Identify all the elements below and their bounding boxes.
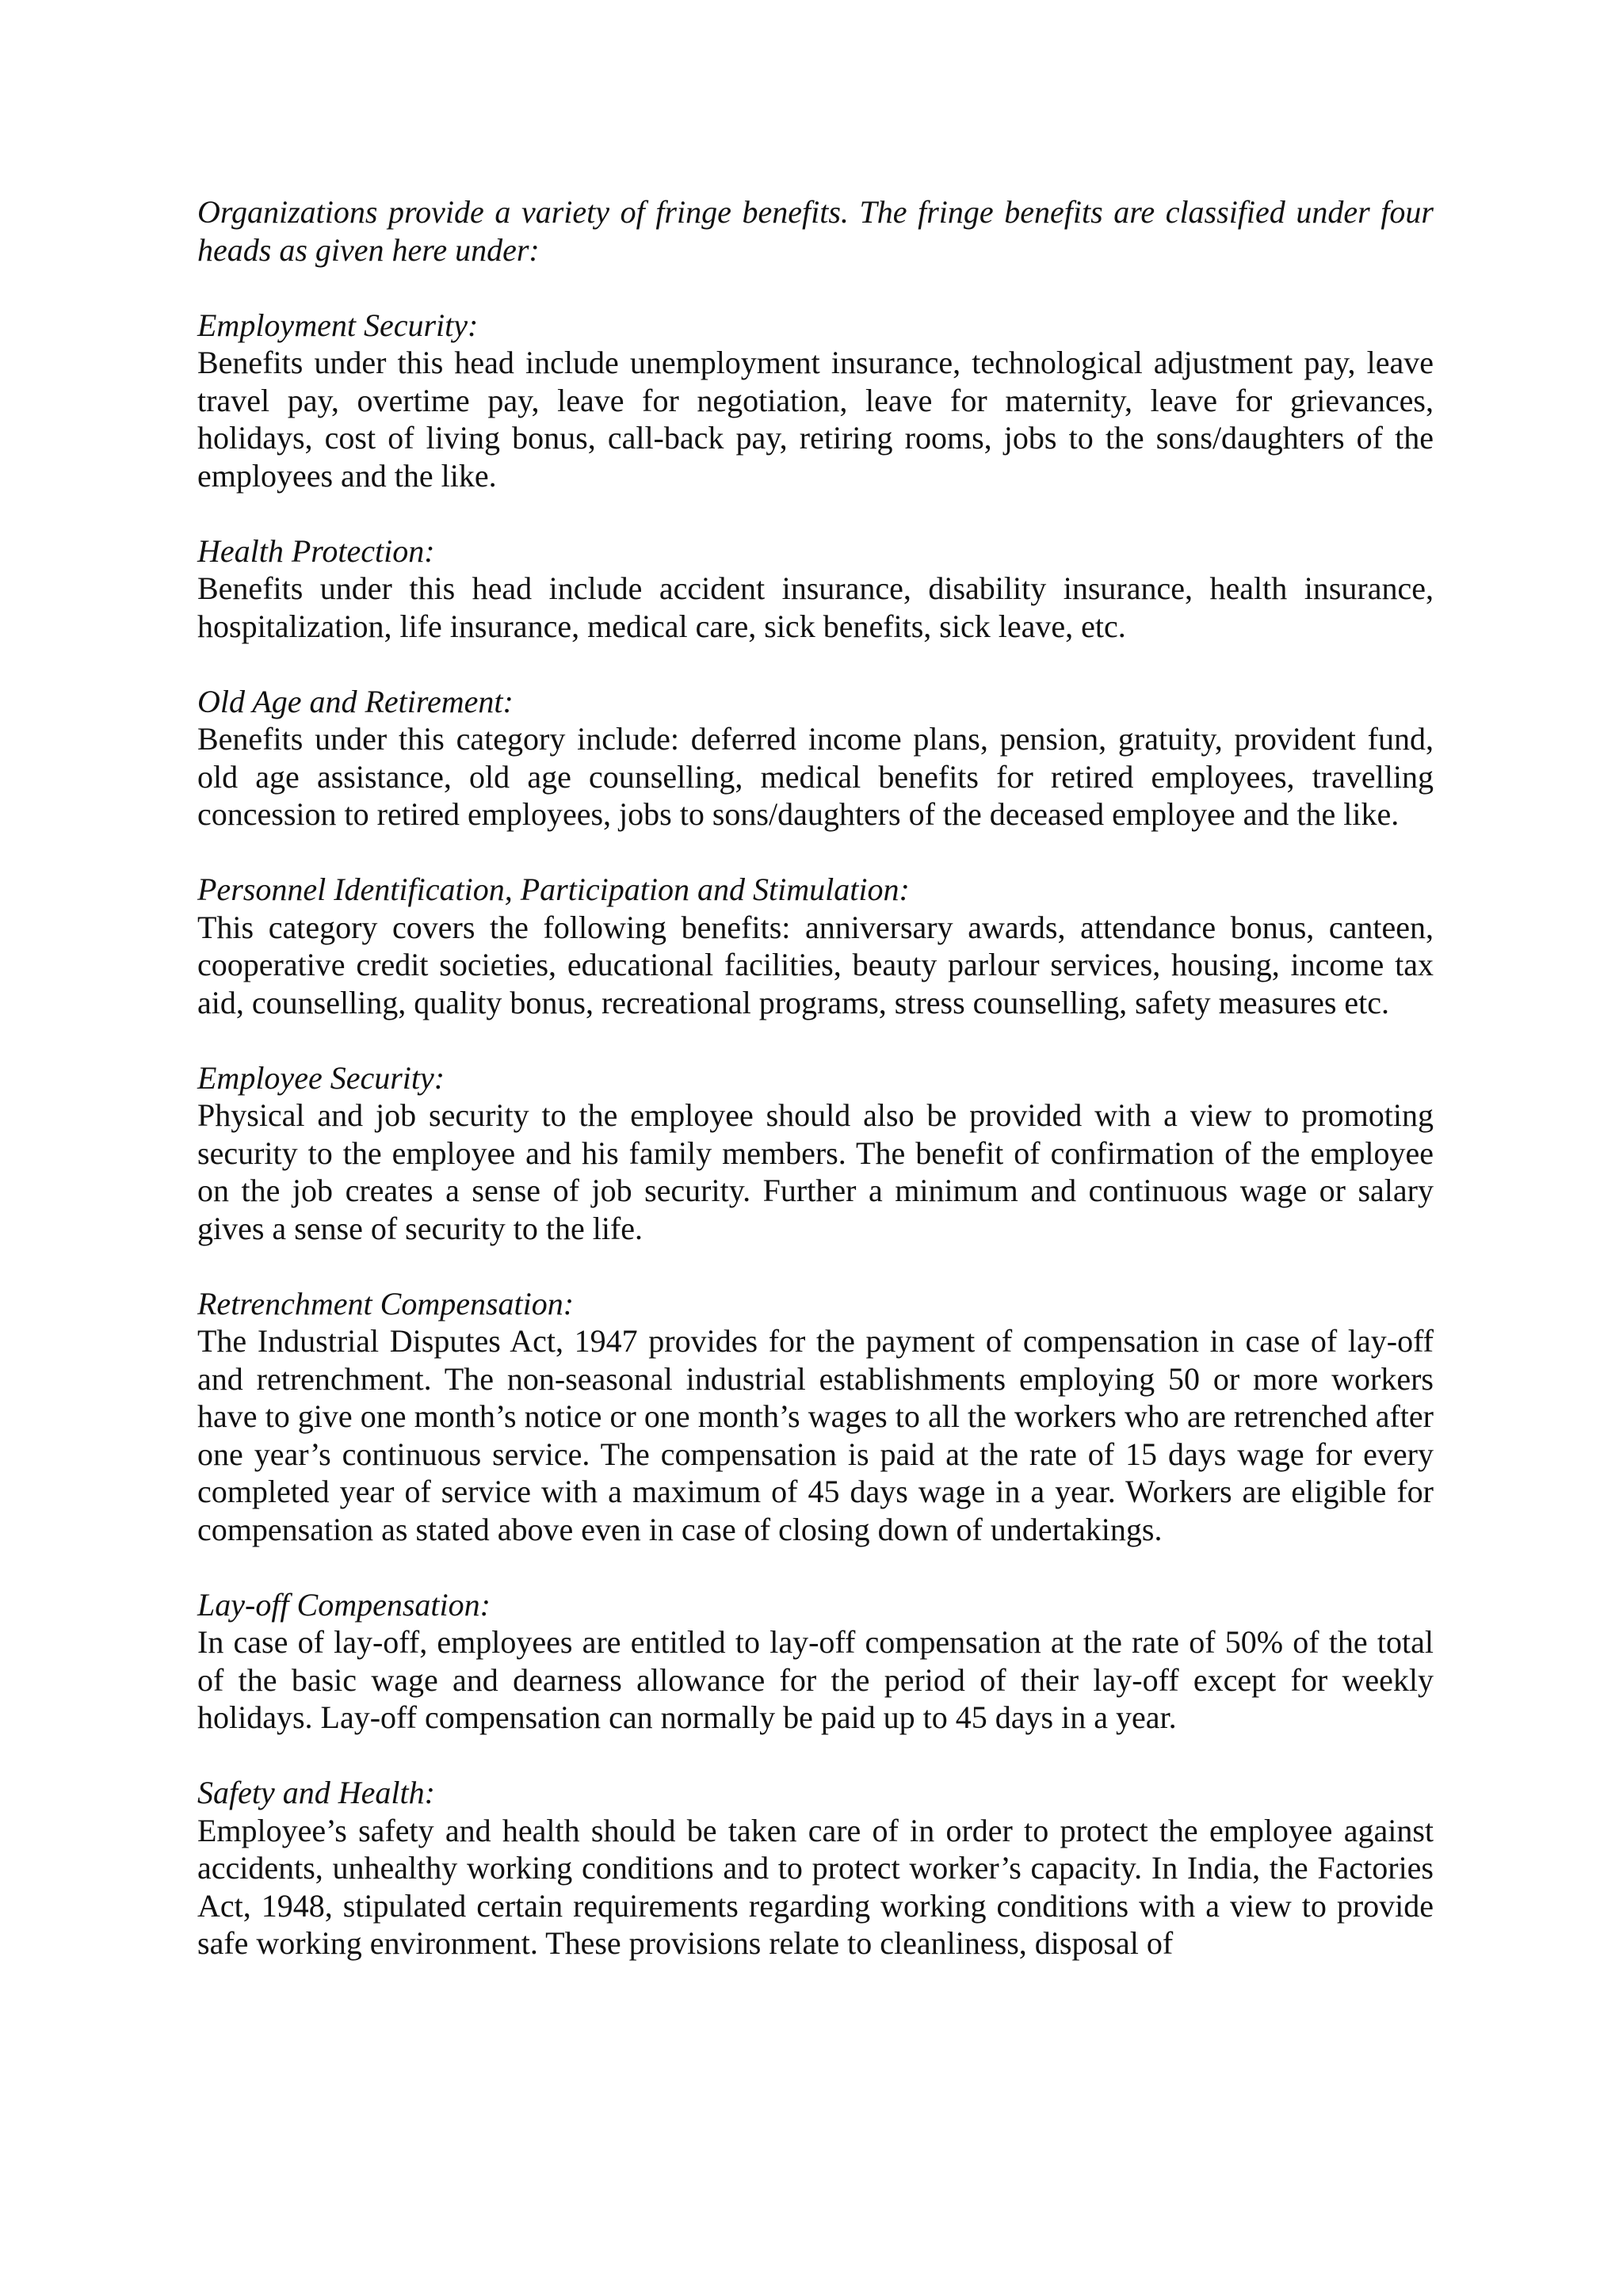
- document-page: [197, 193, 1434, 2000]
- section-employment-security: [197, 307, 1434, 495]
- section-heading: Retrenchment Compensation:: [197, 1285, 575, 1322]
- section-personnel-identification: [197, 871, 1434, 1021]
- section-body: Benefits under this head include accident insurance, disability insurance, health insurance, hospitalization, life insurance, medical care, sick benefits, sick leave, etc.: [197, 570, 1434, 644]
- section-heading: Employment Security:: [197, 307, 479, 343]
- section-health-protection: [197, 532, 1434, 646]
- intro-paragraph: Organizations provide a variety of fringe benefits. The fringe benefits are classified under four heads as given here under:: [197, 194, 1434, 268]
- section-heading: Health Protection:: [197, 532, 435, 569]
- section-employee-security: [197, 1059, 1434, 1248]
- section-heading: Employee Security:: [197, 1059, 445, 1096]
- section-old-age-retirement: [197, 683, 1434, 833]
- section-body: Employee’s safety and health should be taken care of in order to protect the employee against accidents, unhealthy working conditions and to protect worker’s capacity. In India, the Factories Act, 1948, stipulated certain requirements regarding working conditions with a view to provide safe working environment. These provisions relate to cleanliness, disposal of: [197, 1812, 1434, 1961]
- section-body: This category covers the following benefits: anniversary awards, attendance bonus, canteen, cooperative credit societies, educational facilities, beauty parlour services, housing, income tax aid, counselling, quality bonus, recreational programs, stress counselling, safety measures etc.: [197, 909, 1434, 1020]
- section-heading: Safety and Health:: [197, 1775, 435, 1810]
- section-body: In case of lay-off, employees are entitled to lay-off compensation at the rate of 50% of the total of the basic wage and dearness allowance for the period of their lay-off except for weekly holidays. Lay-off compensation can normally be paid up to 45 days in a year.: [197, 1624, 1434, 1735]
- section-lay-off-compensation: [197, 1586, 1434, 1737]
- section-body: Benefits under this category include: deferred income plans, pension, gratuity, provident fund, old age assistance, old age counselling, medical benefits for retired employees, travelling concession to retired employees, jobs to sons/daughters of the deceased employee and the like.: [197, 721, 1434, 832]
- section-heading: Lay-off Compensation:: [197, 1586, 491, 1623]
- section-body: Physical and job security to the employee should also be provided with a view to promoting security to the employee and his family members. The benefit of confirmation of the employee on the job creates a sense of job security. Further a minimum and continuous wage or salary gives a sense of security to the life.: [197, 1097, 1434, 1246]
- section-safety-health: [197, 1774, 1434, 1962]
- section-body: Benefits under this head include unemployment insurance, technological adjustment pay, leave travel pay, overtime pay, leave for negotiation, leave for maternity, leave for grievances, holidays, cost of living bonus, call-back pay, retiring rooms, jobs to the sons/daughters of the employees and the like.: [197, 345, 1434, 494]
- section-body: The Industrial Disputes Act, 1947 provides for the payment of compensation in case of lay-off and retrenchment. The non-seasonal industrial establishments employing 50 or more workers have to give one month’s notice or one month’s wages to all the workers who are retrenched after one year’s continuous service. The compensation is paid at the rate of 15 days wage for every completed year of service with a maximum of 45 days wage in a year. Workers are eligible for compensation as stated above even in case of closing down of undertakings.: [197, 1323, 1434, 1547]
- section-retrenchment-compensation: [197, 1285, 1434, 1549]
- section-heading: Old Age and Retirement:: [197, 683, 514, 719]
- section-heading: Personnel Identification, Participation and Stimulation:: [197, 871, 910, 907]
